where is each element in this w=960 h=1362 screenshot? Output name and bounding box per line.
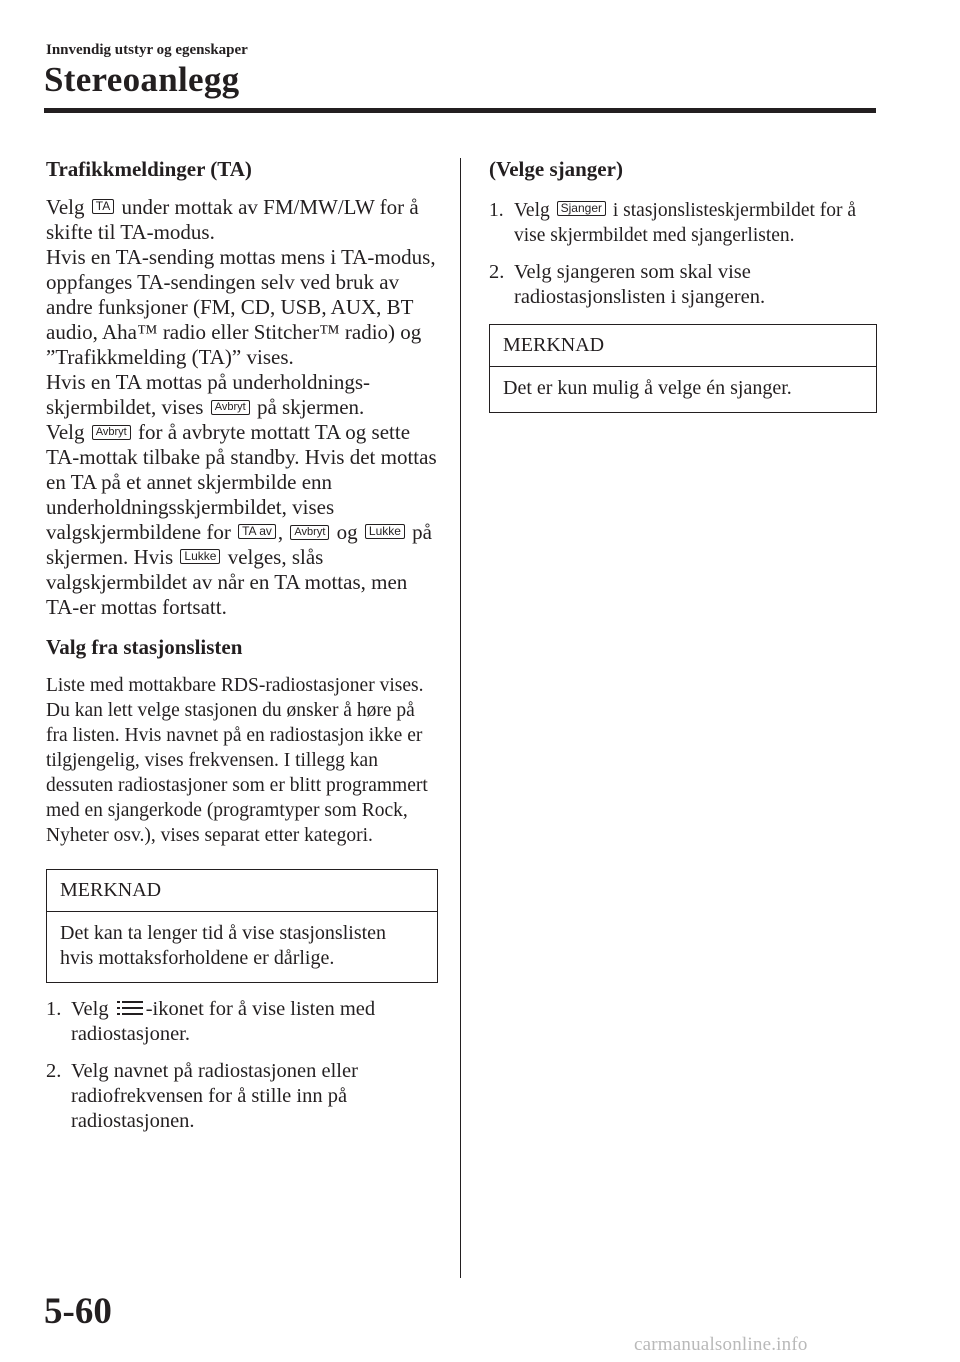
section-subtitle: Innvendig utstyr og egenskaper (46, 42, 248, 58)
avbryt-button: Avbryt (211, 400, 250, 415)
station-list-icon (117, 1000, 143, 1016)
lukke-button: Lukke (365, 524, 405, 539)
ta-button: TA (92, 199, 114, 214)
step-number: 1. (489, 200, 504, 221)
genre-steps (489, 198, 877, 310)
step-text: Velg (514, 200, 550, 221)
page-title: Stereoanlegg (44, 60, 240, 99)
ta-text-10: på skjermen. Hvis (46, 520, 432, 569)
column-divider (460, 158, 461, 1278)
note-text: Det er kun mulig å velge én sjanger. (503, 377, 792, 399)
ta-text-4: Hvis en TA mottas på underholdnings-skjermbildet, vises (46, 370, 370, 419)
note-heading: MERKNAD (490, 325, 876, 367)
step-number: 1. (46, 998, 62, 1020)
step-number: 2. (46, 1060, 62, 1082)
station-list-heading: Valg fra stasjonslisten (46, 635, 243, 659)
ta-paragraph (46, 195, 438, 620)
note-heading: MERKNAD (47, 870, 437, 912)
ta-text-3: Hvis en TA-sending mottas mens i TA-modus, oppfanges TA-sendingen selv ved bruk av andre funksjoner (FM, CD, USB, AUX, BT audio, Aha™ radio eller Stitcher™ radio) og ”Trafikkmelding (TA)” vises. (46, 245, 436, 369)
step-number: 2. (489, 261, 505, 283)
ta-text-2: under mottak av FM/MW/LW for å skifte til TA-modus. (46, 195, 419, 244)
ta-text-7: for å avbryte mottatt TA og sette TA-mottak tilbake på standby. Hvis det mottas en TA på et annet skjermbilde enn underholdningsskjermbildet, vises valgskjermbildene for (46, 420, 437, 544)
list-item (489, 198, 877, 248)
watermark: carmanualsonline.info (634, 1334, 808, 1355)
list-item (489, 260, 877, 310)
note-box-right (489, 324, 877, 413)
right-column (489, 156, 877, 413)
avbryt-button: Avbryt (92, 425, 131, 440)
page-number: 5-60 (44, 1291, 112, 1332)
step-text: i stasjonslisteskjermbildet for å vise skjermbildet med sjangerlisten. (514, 200, 857, 246)
ta-text-1: Velg (46, 195, 85, 219)
ta-text-6: Velg (46, 420, 85, 444)
station-steps (46, 997, 438, 1134)
ta-text-11: velges, slås valgskjermbildet av når en TA mottas, men TA-er mottas fortsatt. (46, 545, 408, 619)
ta-av-button: TA av (238, 524, 276, 539)
left-column (46, 156, 438, 1146)
note-text: Det kan ta lenger tid å vise stasjonslisten hvis mottaksforholdene er dårlige. (60, 922, 387, 969)
step-text: Velg (71, 998, 109, 1020)
step-text: Velg navnet på radiostasjonen eller radiofrekvensen for å stille inn på radiostasjonen. (71, 1060, 358, 1132)
note-box-left (46, 869, 438, 983)
ta-text-9: og (336, 520, 358, 544)
header-rule (44, 108, 876, 113)
sjanger-button: Sjanger (557, 201, 606, 216)
avbryt-button: Avbryt (290, 525, 329, 540)
list-item (46, 1059, 438, 1134)
list-item (46, 997, 438, 1047)
station-list-paragraph: Liste med mottakbare RDS-radiostasjoner vises. Du kan lett velge stasjonen du ønsker å høre på fra listen. Hvis navnet på en radiostasjon ikke er tilgjengelig, vises frekvensen. I tillegg kan dessuten radiostasjoner som er blitt programmert med en sjangerkode (programtyper som Rock, Nyheter osv.), vises separat etter kategori. (46, 675, 428, 846)
lukke-button: Lukke (180, 549, 220, 564)
ta-heading: Trafikkmeldinger (TA) (46, 157, 252, 181)
step-text: Velg sjangeren som skal vise radiostasjonslisten i sjangeren. (514, 261, 766, 308)
ta-text-8: , (277, 520, 284, 544)
ta-text-5: på skjermen. (256, 395, 365, 419)
step-text: -ikonet for å vise listen med radiostasjoner. (71, 998, 376, 1045)
genre-heading: (Velge sjanger) (489, 157, 623, 181)
